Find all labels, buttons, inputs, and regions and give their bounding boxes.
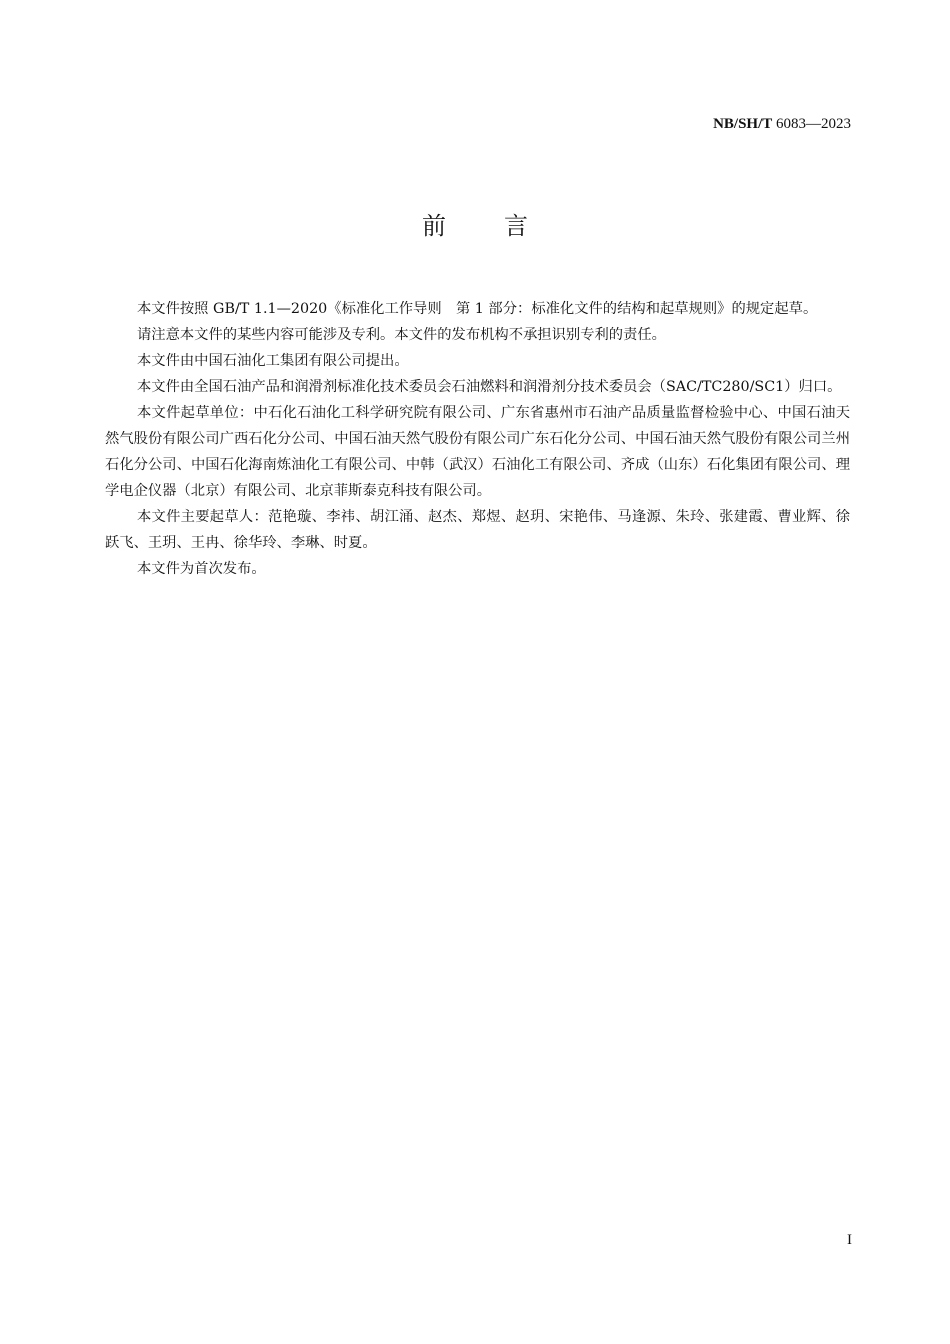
page-title (0, 206, 950, 241)
paragraph-drafting-rules: 本文件按照 GB/T 1.1—2020《标准化工作导则 第 1 部分：标准化文件的结构和起草规则》的规定起草。 (137, 301, 818, 317)
paragraph-main-drafters: 本文件主要起草人：范艳璇、李祎、胡江涌、赵杰、郑煜、赵玥、宋艳伟、马逢源、朱玲、张建霞、曹业辉、徐跃飞、王玥、王冉、徐华玲、李琳、时夏。 (105, 509, 850, 551)
paragraph-drafting-organizations: 本文件起草单位：中石化石油化工科学研究院有限公司、广东省惠州市石油产品质量监督检验中心、中国石油天然气股份有限公司广西石化分公司、中国石油天然气股份有限公司广东石化分公司、中国石油天然气股份有限公司兰州石化分公司、中国石化海南炼油化工有限公司、中韩（武汉）石油化工有限公司、齐成（山东）石化集团有限公司、理学电企仪器（北京）有限公司、北京菲斯泰克科技有限公司。 (105, 405, 850, 499)
page-title-char-2: 言 (504, 212, 528, 240)
paragraph-first-release: 本文件为首次发布。 (137, 561, 266, 577)
standard-code-prefix: NB/SH/T (713, 116, 773, 132)
standard-code-number: 6083—2023 (776, 116, 851, 132)
page-number: I (847, 1232, 852, 1248)
foreword-body (105, 296, 850, 582)
paragraph-proposer: 本文件由中国石油化工集团有限公司提出。 (137, 353, 409, 369)
paragraph-technical-committee: 本文件由全国石油产品和润滑剂标准化技术委员会石油燃料和润滑剂分技术委员会（SAC/TC280/SC1）归口。 (137, 379, 842, 395)
standard-code (713, 116, 851, 133)
page-title-char-1: 前 (422, 212, 446, 240)
paragraph-patent-notice: 请注意本文件的某些内容可能涉及专利。本文件的发布机构不承担识别专利的责任。 (137, 327, 666, 343)
